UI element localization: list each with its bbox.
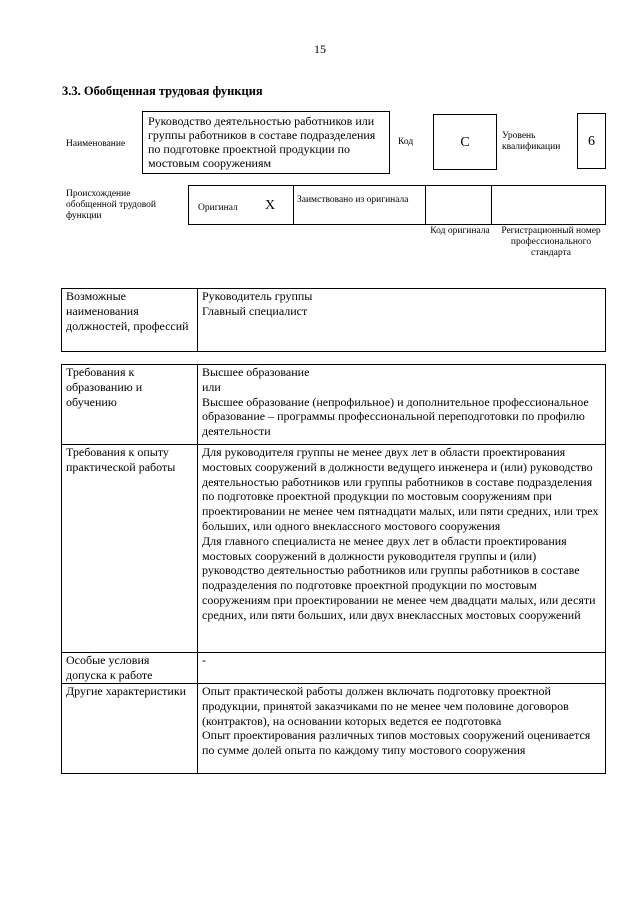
req-line: Высшее образование (непрофильное) и дополнительное профессиональное образование – программы профессиональной переподготовки по профилю деятельности [202,394,589,439]
req-line: Для руководителя группы не менее двух лет в области проектирования мостовых сооружений в должности ведущего инженера и (или) руководство деятельностью работников или группы работников в составе подразделения по подготовке проектной продукции по мостовым сооружениям при проектировании не менее чем пятнадцати малых, или пяти средних, или трех больших, или одного внеклассного мостового сооружения [202,445,599,533]
table-row [62,653,606,684]
name-label: Наименование [66,139,126,149]
req-other-cell [198,684,606,774]
level-value: 6 [577,113,606,169]
req-line: Опыт практической работы должен включать подготовку проектной продукции, принятой заказчиками по не менее чем половине договоров (контрактов), на основании которых ведется ее подготовка [202,684,569,728]
req-education-cell [198,365,606,445]
page-number: 15 [314,42,326,56]
position-item: Главный специалист [202,303,308,318]
positions-cell [198,289,606,352]
code-label: Код [398,137,414,147]
name-value: Руководство деятельностью работников или группы работников в составе подразделения по подготовке проектной продукции по мостовым сооружениям [142,111,390,174]
origin-original-mark: X [265,198,276,213]
positions-label: Возможные наименования должностей, профессий [62,289,198,352]
origin-label: Происхождение обобщенной трудовой функции [66,189,156,221]
req-other-label: Другие характеристики [62,684,198,774]
positions-table [61,288,606,352]
table-row [62,684,606,774]
section-title: 3.3. Обобщенная трудовая функция [62,84,263,98]
position-item: Руководитель группы [202,289,313,303]
origin-code-caption: Код оригинала [430,226,490,236]
origin-reg-caption: Регистрационный номер профессионального стандарта [501,226,601,258]
origin-original-label: Оригинал [198,203,238,213]
code-value: C [433,114,497,170]
req-conditions-cell [198,653,606,684]
origin-borrowed-label: Заимствовано из оригинала [297,195,409,205]
req-line: или [202,379,221,394]
req-line: - [202,653,206,667]
req-education-label: Требования к образованию и обучению [62,365,198,445]
table-row [62,445,606,653]
level-label: Уровень квалификации [502,131,561,152]
req-experience-cell [198,445,606,653]
req-line: Высшее образование [202,365,310,379]
req-experience-label: Требования к опыту практической работы [62,445,198,653]
table-row [62,365,606,445]
requirements-table [61,364,606,774]
req-line: Опыт проектирования различных типов мостовых сооружений оценивается по сумме долей опыта по каждому типу мостового сооружения [202,728,591,758]
req-conditions-label: Особые условия допуска к работе [62,653,198,684]
req-line: Для главного специалиста не менее двух лет в области проектирования мостовых сооружений в должности руководителя группы и (или) руководство деятельностью работников или группы работников в составе подразделения по подготовке проектной продукции по мостовым сооружениям при проектировании не менее чем двадцати малых, или десяти средних, или пяти больших, или двух внеклассных мостовых сооружений [202,533,596,622]
